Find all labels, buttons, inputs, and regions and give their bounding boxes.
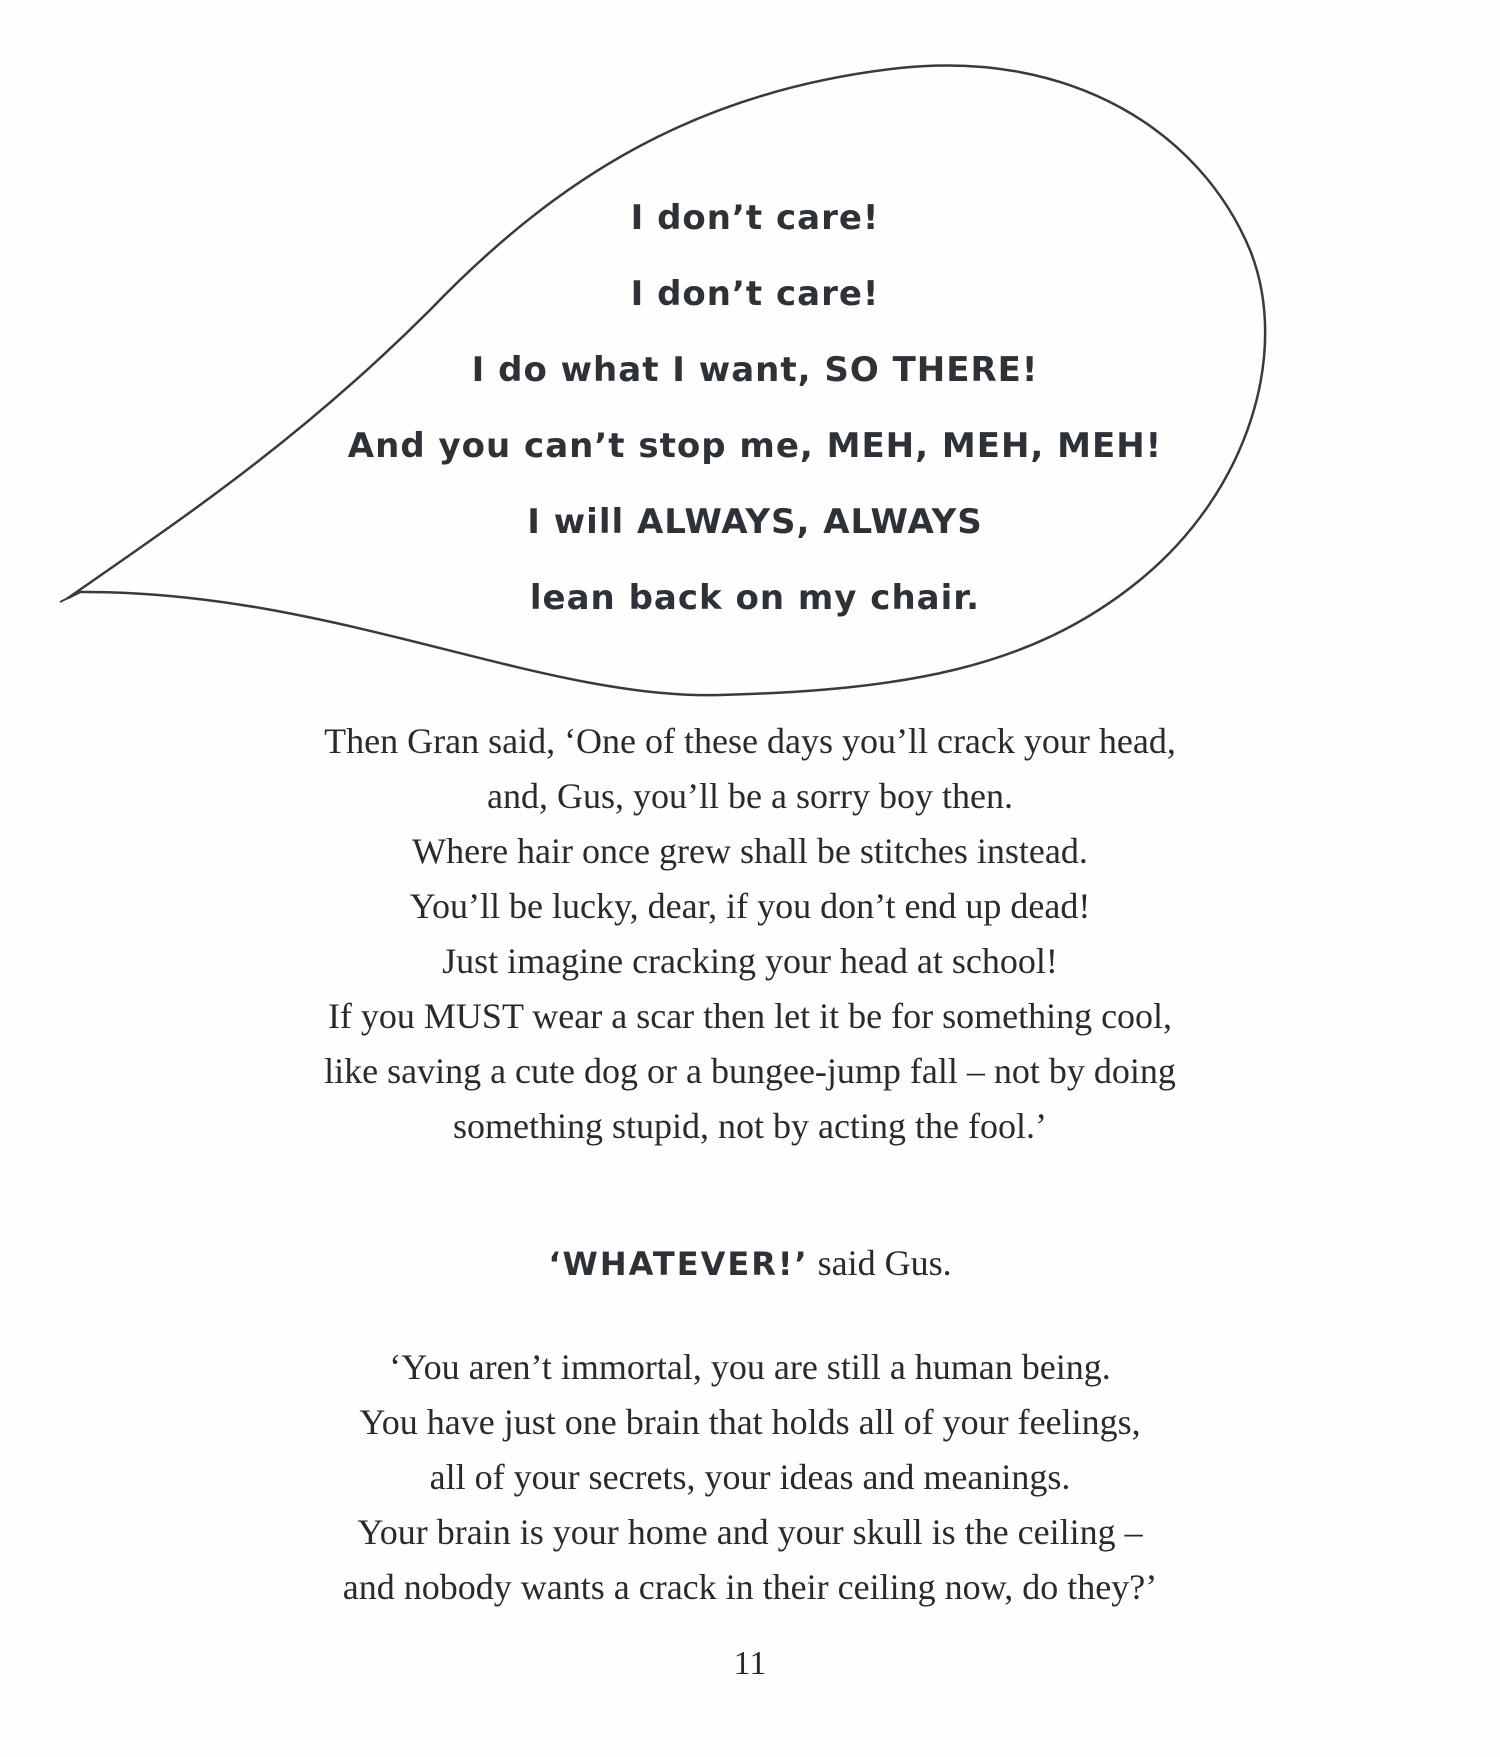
stanza-line: Where hair once grew shall be stitches instead. xyxy=(412,831,1088,871)
bubble-line: lean back on my chair. xyxy=(529,578,981,618)
bubble-line: I do what I want, SO THERE! xyxy=(471,350,1039,390)
stanza-line: You have just one brain that holds all of your feelings, xyxy=(359,1402,1141,1442)
speech-bubble-text xyxy=(300,180,1210,636)
gus-reply xyxy=(200,1236,1300,1292)
gus-shout: ‘WHATEVER!’ xyxy=(548,1245,809,1283)
stanza-line: Your brain is your home and your skull is the ceiling – xyxy=(357,1512,1143,1552)
stanza-line: ‘You aren’t immortal, you are still a human being. xyxy=(389,1347,1111,1387)
stanza-line: and, Gus, you’ll be a sorry boy then. xyxy=(487,776,1013,816)
stanza-line: all of your secrets, your ideas and meanings. xyxy=(429,1457,1071,1497)
closing-stanza xyxy=(200,1340,1300,1615)
stanza-line: and nobody wants a crack in their ceiling now, do they?’ xyxy=(342,1567,1158,1607)
stanza-line: like saving a cute dog or a bungee-jump fall – not by doing xyxy=(324,1051,1176,1091)
bubble-line: I will ALWAYS, ALWAYS xyxy=(527,502,983,542)
stanza-line: something stupid, not by acting the fool.’ xyxy=(453,1106,1047,1146)
stanza-line: Then Gran said, ‘One of these days you’ll crack your head, xyxy=(324,721,1176,761)
speech-bubble-tail-tip xyxy=(60,592,80,602)
stanza-line: If you MUST wear a scar then let it be for something cool, xyxy=(327,996,1173,1036)
gran-stanza xyxy=(200,714,1300,1154)
stanza-line: You’ll be lucky, dear, if you don’t end up dead! xyxy=(409,886,1091,926)
bubble-line: I don’t care! xyxy=(630,274,880,314)
bubble-line: I don’t care! xyxy=(630,198,880,238)
page-number: 11 xyxy=(733,1645,767,1682)
gus-reply-attribution: said Gus. xyxy=(808,1243,952,1283)
bubble-line: And you can’t stop me, MEH, MEH, MEH! xyxy=(347,426,1163,466)
stanza-line: Just imagine cracking your head at school! xyxy=(442,941,1058,981)
